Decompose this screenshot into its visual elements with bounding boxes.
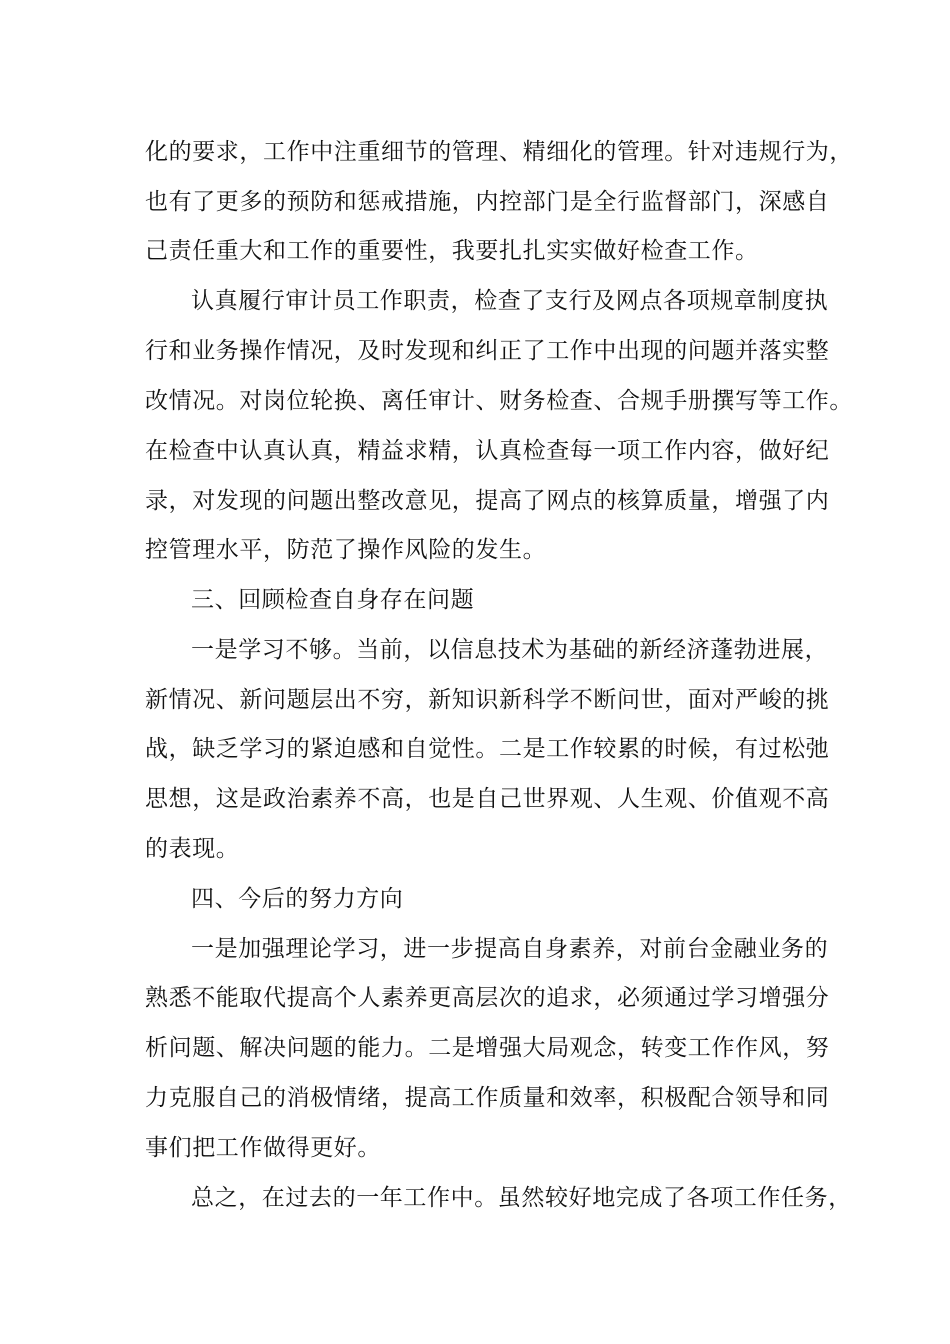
text-line: 在检查中认真认真，精益求精，认真检查每一项工作内容，做好纪 [145,438,830,464]
paragraph-first-line: 认真履行审计员工作职责，检查了支行及网点各项规章制度执 [191,288,829,314]
text-line: 新情况、新问题层出不穷，新知识新科学不断问世，面对严峻的挑 [145,687,830,713]
text-line: 析问题、解决问题的能力。二是增强大局观念，转变工作作风，努 [145,1035,830,1061]
text-line: 控管理水平，防范了操作风险的发生。 [145,537,547,563]
text-line: 录，对发现的问题出整改意见，提高了网点的核算质量，增强了内 [145,488,830,514]
text-line: 战，缺乏学习的紧迫感和自觉性。二是工作较累的时候，有过松弛 [145,736,830,762]
paragraph-first-line: 总之，在过去的一年工作中。虽然较好地完成了各项工作任务， [191,1185,852,1211]
text-line: 化的要求，工作中注重细节的管理、精细化的管理。针对违规行为， [145,139,853,165]
section-heading: 三、回顾检查自身存在问题 [191,587,475,613]
text-line: 改情况。对岗位轮换、离任审计、财务检查、合规手册撰写等工作。 [145,388,853,414]
text-line: 也有了更多的预防和惩戒措施，内控部门是全行监督部门，深感自 [145,189,830,215]
text-line: 事们把工作做得更好。 [145,1135,381,1161]
paragraph-first-line: 一是加强理论学习，进一步提高自身素养，对前台金融业务的 [191,936,829,962]
text-line: 力克服自己的消极情绪，提高工作质量和效率，积极配合领导和同 [145,1085,830,1111]
section-heading: 四、今后的努力方向 [191,886,404,912]
text-line: 己责任重大和工作的重要性，我要扎扎实实做好检查工作。 [145,238,759,264]
paragraph-first-line: 一是学习不够。当前，以信息技术为基础的新经济蓬勃进展， [191,637,829,663]
text-line: 行和业务操作情况，及时发现和纠正了工作中出现的问题并落实整 [145,338,830,364]
text-line: 的表现。 [145,836,240,862]
text-line: 熟悉不能取代提高个人素养更高层次的追求，必须通过学习增强分 [145,985,830,1011]
text-line: 思想，这是政治素养不高，也是自己世界观、人生观、价值观不高 [145,786,830,812]
